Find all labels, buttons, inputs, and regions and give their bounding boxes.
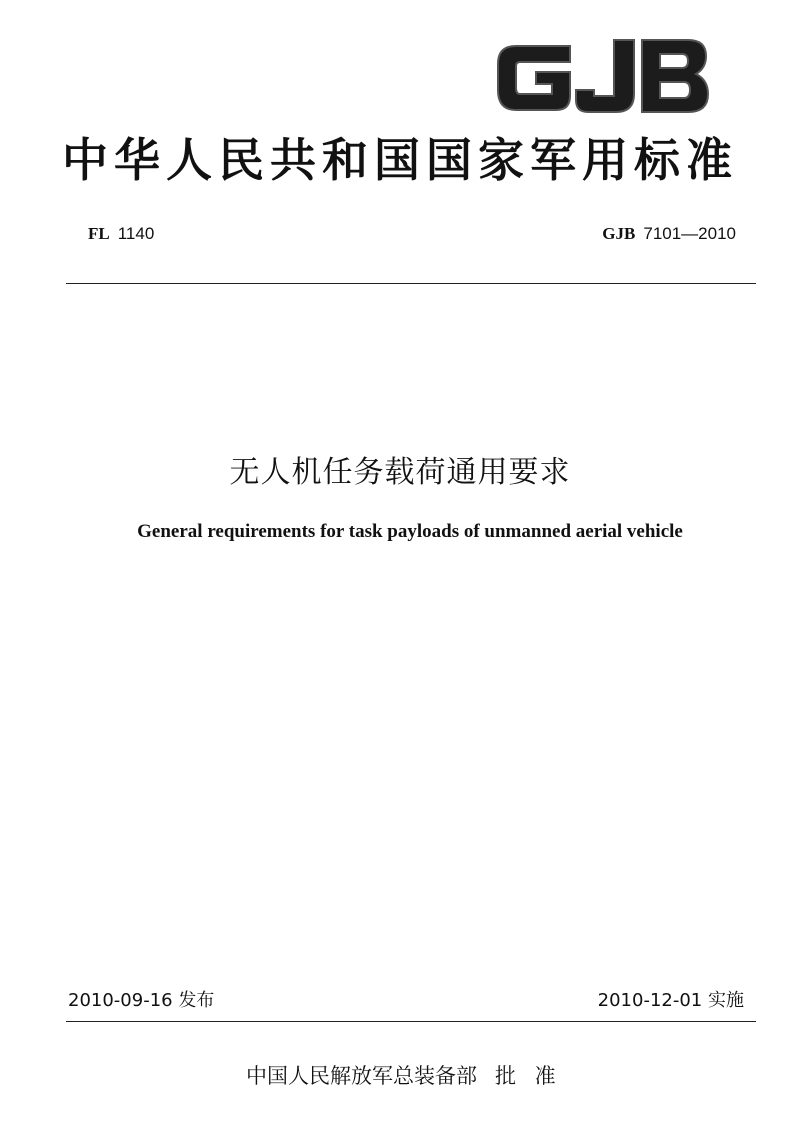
approving-authority: [246, 1060, 562, 1090]
issue-date: 2010-09-16 发布: [68, 990, 215, 1011]
approver-org: 中国人民解放军总装备部: [246, 1064, 477, 1088]
gjb-logo-icon: [492, 28, 714, 120]
classification-label: FL: [88, 224, 110, 243]
document-title-en: General requirements for task payloads of unmanned aerial vehicle: [137, 521, 683, 542]
gjb-logo: [492, 28, 714, 120]
standard-label: GJB: [602, 224, 636, 243]
standard-code: 7101—2010: [643, 224, 736, 243]
issuing-standard-body: 中华人民共和国国家军用标准: [62, 133, 738, 187]
bottom-divider: [66, 1021, 756, 1022]
classification-code: [88, 224, 154, 244]
classification-number: 1140: [117, 224, 155, 243]
document-title-cn: 无人机任务载荷通用要求: [229, 455, 571, 490]
standard-number: [602, 224, 736, 244]
effective-date: 2010-12-01 实施: [597, 990, 744, 1011]
top-divider: [66, 283, 756, 284]
approver-action: 批 准: [495, 1064, 562, 1088]
